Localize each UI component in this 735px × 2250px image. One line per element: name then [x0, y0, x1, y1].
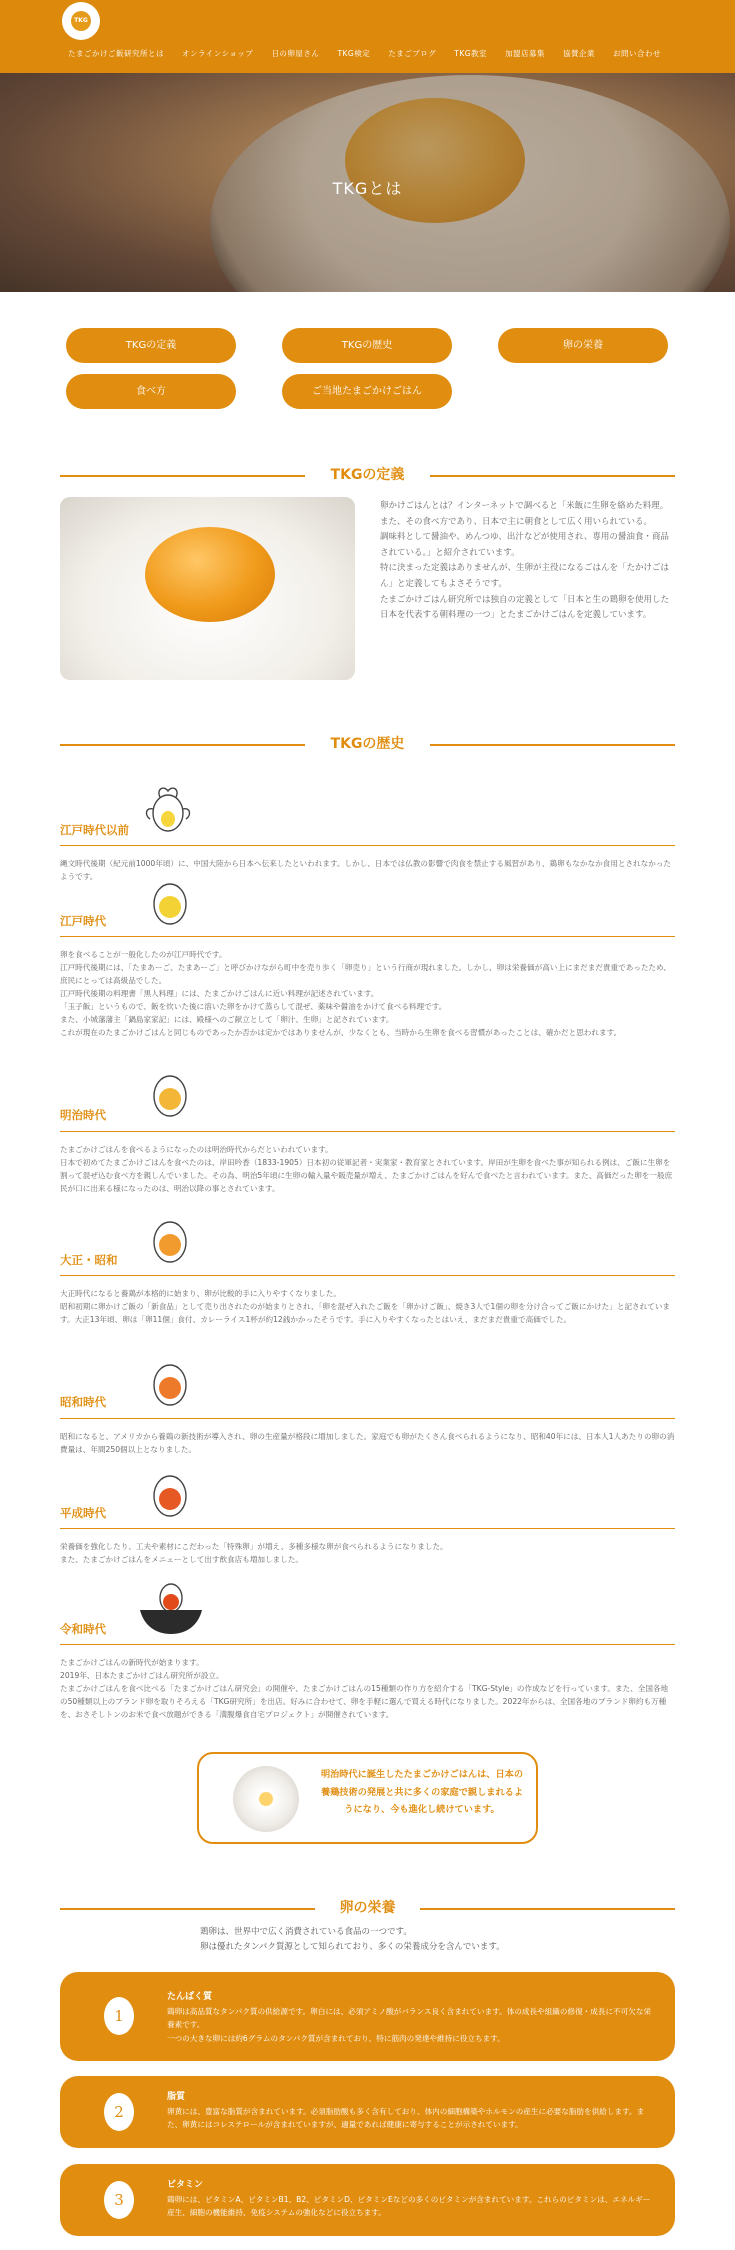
nav-item-contact[interactable]: お問い合わせ — [613, 49, 662, 58]
number-2-icon: 2 — [104, 2093, 134, 2131]
era-title: 明治時代 — [60, 1108, 106, 1122]
egg-icon — [151, 1218, 189, 1264]
anchor-button-nutrition[interactable]: 卵の栄養 — [498, 328, 668, 363]
section-heading-nutrition — [60, 1898, 675, 1918]
nav-item-sponsors[interactable]: 協賛企業 — [563, 49, 596, 58]
site-logo[interactable] — [62, 2, 100, 40]
era-text: 縄文時代後期（紀元前1000年頃）に、中国大陸から日本へ伝来したといわれます。しかし、日本では仏教の影響で肉食を禁止する風習があり、鶏卵もなかなか食用とされなかったようです。 — [60, 859, 672, 881]
anchor-button-local-tkg[interactable]: ご当地たまごかけごはん — [282, 374, 452, 409]
nav-item-about[interactable]: たまごかけご飯研究所とは — [68, 49, 164, 58]
era-text: 大正時代になると養鶏が本格的に始まり、卵が比較的手に入りやすくなりました。 昭和初期に卵かけご飯の「新食品」として売り出されたのが始まりとされ、「卵を混ぜ入れたご飯を「卵かけご飯」、焼き3人で1個の卵を分け合ってご飯にかけた」と記されています。大正13年頃、卵は「卵11個」食付、カレーライス1杯が約12銭かかったそうです。手に入りやすくなったとはいえ、まだまだ貴重で高価でした。 — [60, 1289, 671, 1324]
nutrition-intro: 鶏卵は、世界中で広く消費されている食品の一つです。 卵は優れたタンパク質源として知られており、多くの栄養成分を含んでいます。 — [200, 1927, 505, 1952]
nav-item-blog[interactable]: たまごブログ — [388, 49, 437, 58]
nav-item-egg-store[interactable]: 日の卵屋さん — [271, 49, 320, 58]
egg-icon — [151, 1472, 189, 1518]
logo-egg-icon: TKG — [71, 11, 91, 31]
tkg-photo — [60, 497, 355, 680]
anchor-button-history[interactable]: TKGの歴史 — [282, 328, 452, 363]
era-text: たまごかけごはんの新時代が始まります。 2019年、日本たまごかけごはん研究所が設立。 たまごかけごはんを食べ比べる「たまごかけごはん研究会」の開催や、たまごかけごはんの15種類の作り方を紹介する「TKG-Style」の作成などを行っています。また、全国各地の50種類以上のブランド卵を取りそろえる「TKG研究所」を出店。好みに合わせて、卵を手軽に選んで買える時代になりました。2022年からは、全国各地のブランド卵約も万種を、おさそしトンのお米で食べ放題ができる「満腹爆食自宅プロジェクト」が開催されています。 — [60, 1658, 669, 1719]
nav-item-exam[interactable]: TKG検定 — [337, 49, 371, 58]
tkg-bowl-photo — [233, 1766, 299, 1832]
era-title: 平成時代 — [60, 1506, 106, 1520]
card-title: ビタミン — [167, 2180, 204, 2190]
anchor-button-how-to-eat[interactable]: 食べ方 — [66, 374, 236, 409]
era-title: 大正・昭和 — [60, 1253, 118, 1267]
card-text: 鶏卵には、ビタミンA、ビタミンB1、B2、ビタミンD、ビタミンEなどの多くのビタミンが含まれています。これらのビタミンは、エネルギー産生、細胞の機能維持、免疫システムの強化などに役立ちます。 — [167, 2195, 651, 2218]
site-header — [0, 0, 735, 73]
card-title: 脂質 — [167, 2092, 186, 2102]
egg-on-rice-bowl-icon — [136, 1580, 206, 1636]
nav-item-shop[interactable]: オンラインショップ — [182, 49, 254, 58]
section-title: 卵の栄養 — [339, 1900, 396, 1916]
card-title: たんぱく質 — [167, 1992, 213, 2002]
era-text: 卵を食べることが一般化したのが江戸時代です。 江戸時代後期には、「たまあーご、たまあーご」と呼びかけながら町中を売り歩く「卵売り」という行商が現れました。しかし、卵は栄養価が高い上にまだまだ貴重であったため、庶民にとっては高級品でした。 江戸時代後期の料理書「黒人料理」には、たまごかけごはんに近い料理が記述されています。 「玉子飯」というもので、飯を炊いた後に溶いた卵をかけて蒸らして混ぜ、薬味や醤油をかけて食べる料理です。 また、小城藩藩主「鍋島家家記」には、殿様へのご献立として「卵汁、生卵」と記されています。 これが現在のたまごかけごはんと同じものであったか否かは定かではありませんが、少なくとも、当時から生卵を食べる習慣があったことは、確かだと思われます。 — [60, 950, 671, 1037]
section-heading-history — [60, 734, 675, 754]
history-summary-callout — [197, 1752, 538, 1844]
section-title: TKGの歴史 — [330, 736, 405, 752]
card-text: 鶏卵は高品質なタンパク質の供給源です。卵白には、必須アミノ酸がバランス良く含まれています。体の成長や組織の修復・成長に不可欠な栄養素です。 一つの大きな卵には約6グラムのタンパク質が含まれており、特に筋肉の発達や維持に役立ちます。 — [167, 2007, 652, 2043]
nutrition-card-vitamin — [60, 2164, 675, 2236]
era-text: 昭和になると、アメリカから養鶏の新技術が導入され、卵の生産量が格段に増加しました。家庭でも卵がたくさん食べられるようになり、昭和40年には、日本人1人あたりの卵の消費量は、年間250個以上となりました。 — [60, 1432, 675, 1454]
era-text: たまごかけごはんを食べるようになったのは明治時代からだといわれています。 日本で初めてたまごかけごはんを食べたのは、岸田吟香（1833-1905）日本初の従軍記者・実業家・教育家とされています。岸田が生卵を食べた事が知られる例は、ご飯に生卵を割って混ぜ込む食べ方を親しんでいました。その為、明治5年頃に生卵の輸入量や販売量が増え、たまごかけごはんを好んで食べたと言われています。また、高価だった卵を一般庶民が口に出来る様になったのは、明治以降の事とされています。 — [60, 1145, 673, 1193]
anchor-button-definition[interactable]: TKGの定義 — [66, 328, 236, 363]
era-title: 令和時代 — [60, 1622, 106, 1636]
number-1-icon: 1 — [104, 1997, 134, 2035]
egg-icon — [151, 1072, 189, 1118]
nutrition-card-fat — [60, 2076, 675, 2148]
number-3-icon: 3 — [104, 2181, 134, 2219]
egg-icon — [151, 1361, 189, 1407]
hero-banner — [0, 73, 735, 292]
page-title: TKGとは — [332, 179, 403, 198]
era-title: 江戸時代以前 — [60, 823, 129, 837]
main-nav — [68, 48, 679, 59]
egg-yolk-image — [145, 527, 275, 622]
definition-text: 卵かけごはんとは？インターネットで調べると「米飯に生卵を絡めた料理。また、その食べ方であり、日本で主に朝食として広く用いられている。 調味料として醤油や、めんつゆ、出汁などが使用され、専用の醤油食・商品されている。」と紹介されています。 特に決まった定義はありませんが、生卵が主役になるごはんを「たかけごはん」と定義してもよさそうです。 たまごかけごはん研究所では独自の定義として「日本と生の鶏卵を使用した日本を代表する朝料理の一つ」とたまごかけごはんを定義しています。 — [380, 501, 670, 621]
era-text: 栄養価を強化したり、工夫や素材にこだわった「特殊卵」が増え、多種多様な卵が食べられるようになりました。 また、たまごかけごはんをメニューとして出す飲食店も増加しました。 — [60, 1542, 448, 1564]
card-text: 卵黄には、豊富な脂質が含まれています。必須脂肪酸も多く含有しており、体内の細胞構築やホルモンの産生に必要な脂肪を供給します。また、卵黄にはコレステロールが含まれていますが、適量であれば健康に寄与することが示されています。 — [167, 2107, 645, 2130]
nav-item-members[interactable]: 加盟店募集 — [505, 49, 546, 58]
section-title: TKGの定義 — [330, 467, 405, 483]
era-title: 昭和時代 — [60, 1395, 106, 1409]
callout-text: 明治時代に誕生したたまごかけごはんは、日本の養鶏技術の発展と共に多くの家庭で親しまれるようになり、今も進化し続けています。 — [320, 1769, 524, 1815]
era-title: 江戸時代 — [60, 914, 106, 928]
nutrition-card-protein — [60, 1972, 675, 2061]
nav-item-class[interactable]: TKG教室 — [454, 49, 488, 58]
section-heading-definition — [60, 465, 675, 485]
bird-egg-icon — [142, 783, 194, 835]
egg-icon — [151, 880, 189, 926]
